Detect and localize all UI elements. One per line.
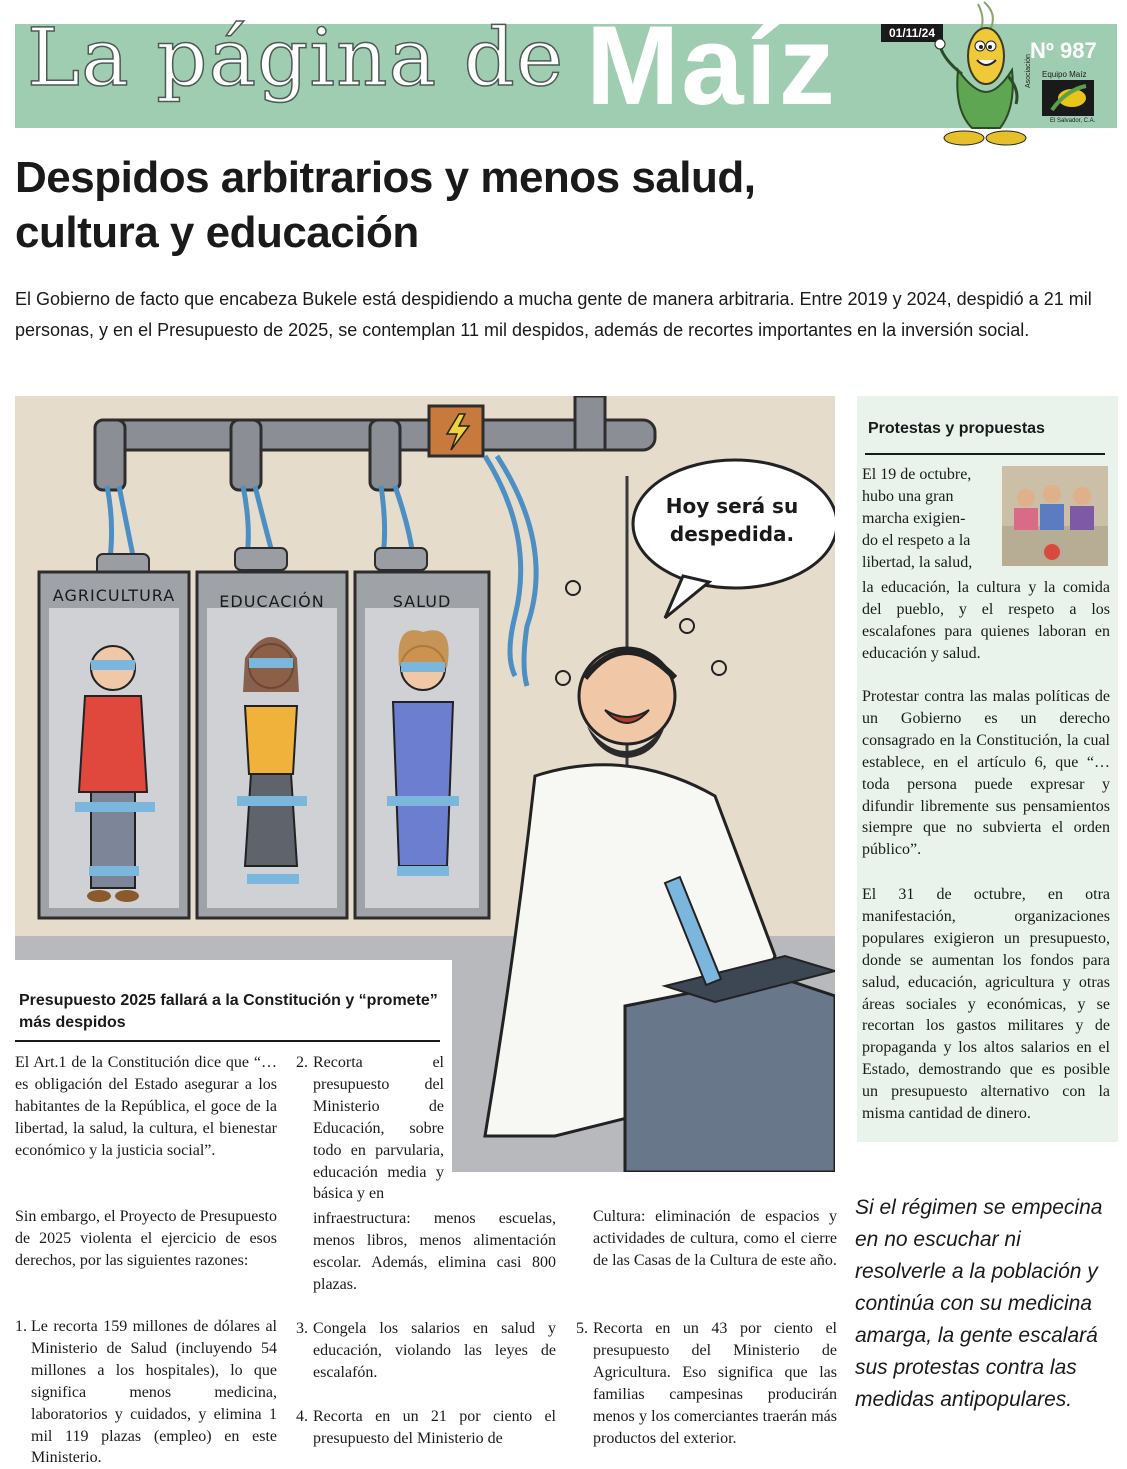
list-item-4-text: Recorta en un 21 por ciento el presupuesto del Ministerio de xyxy=(313,1408,556,1447)
cabinet-label-educacion: EDUCACIÓN xyxy=(219,592,325,611)
masthead-title-maiz: Maíz xyxy=(586,3,837,128)
list-item-4-number: 4. xyxy=(296,1408,308,1425)
corn-mascot-icon xyxy=(928,0,1030,150)
issue-number: Nº 987 xyxy=(1030,38,1097,63)
list-item-5 xyxy=(576,1318,837,1449)
cabinet-label-salud: SALUD xyxy=(392,592,452,611)
sidebar-para-1-wrapped xyxy=(862,464,992,574)
sidebar-p1-line-5: libertad, la salud, xyxy=(862,553,973,571)
sidebar-p1-line-4: do el respeto a la xyxy=(862,531,971,549)
list-item-3-text: Congela los salarios en salud y educación, violando las leyes de escalafón. xyxy=(313,1320,556,1381)
page-headline xyxy=(15,150,1035,260)
list-item-5-number: 5. xyxy=(576,1320,588,1337)
masthead-title-script: La página de xyxy=(27,11,565,104)
article-intro-2: Sin embargo, el Proyecto de Presupuesto de 2025 violenta el ejercicio de esos derechos, por las siguientes razones: xyxy=(15,1208,277,1269)
org-country: El Salvador, C.A. xyxy=(1050,118,1096,124)
sidebar-para-3: El 31 de octubre, en otra manifestación, organizaciones populares exigieron un presupuesto, donde se aumentan los fondos para salud, educación, agricultura y otras áreas sociales y económicas, y se recortan los gastos militares y de propaganda y los altos salarios en el Estado, demostrando que es posible un presupuesto alternativo con la misma cantidad de dinero. xyxy=(862,886,1110,1123)
list-item-1-number: 1. xyxy=(15,1318,27,1335)
protest-photo xyxy=(1002,466,1108,566)
sidebar-title-rule xyxy=(865,453,1105,455)
headline-line-1: Despidos arbitrarios y menos salud, xyxy=(15,153,756,202)
list-item-4 xyxy=(296,1406,556,1450)
list-item-4-continued: Cultura: eliminación de espacios y actividades de cultura, como el cierre de las Casas de la Cultura de este año. xyxy=(593,1208,837,1269)
headline-line-2: cultura y educación xyxy=(15,208,419,257)
speech-bubble-text: Hoy será su despedida. xyxy=(665,494,799,546)
sidebar-title: Protestas y propuestas xyxy=(868,420,1045,437)
sidebar-p1-line-3: marcha exigien- xyxy=(862,509,966,527)
list-item-1-text: Le recorta 159 millones de dólares al Ministerio de Salud (incluyendo 54 millones a los hospitales), lo que significa menos medicina, laboratorios y cuidados, y elimina 1 mil 119 plazas (empleo) en este Ministerio. xyxy=(31,1318,277,1467)
article-title: Presupuesto 2025 fallará a la Constitución y “promete” más despidos xyxy=(19,992,438,1031)
list-item-5-text: Recorta en un 43 por ciento el presupuesto del Ministerio de Agricultura. Eso significa que las familias campesinas producirán menos y los comerciantes traerán más productos del exterior. xyxy=(593,1320,837,1447)
lede-paragraph: El Gobierno de facto que encabeza Bukele está despidiendo a mucha gente de manera arbitraria. Entre 2019 y 2024, despidió a 21 mil personas, y en el Presupuesto de 2025, se contemplan 11 mil despidos, además de recortes importantes en la inversión social. xyxy=(15,289,1092,340)
article-intro-1: El Art.1 de la Constitución dice que “… es obligación del Estado asegurar a los habitantes de la República, el goce de la libertad, la salud, la cultura, el bienestar económico y la justicia social”. xyxy=(15,1054,277,1159)
sidebar-para-2: Protestar contra las malas políticas de un Gobierno es un derecho consagrado en la Constitución, la cual establece, en el artículo 6, que “… toda persona puede expresar y difundir libremente sus pensamientos siempre que no subvierta el orden público”. xyxy=(862,688,1110,859)
cabinet-label-agricultura: AGRICULTURA xyxy=(52,586,176,605)
pull-quote: Si el régimen se empecina en no escuchar ni resolverle a la población y continúa con su medicina amarga, la gente escalará sus protestas contra las medidas antipopulares. xyxy=(855,1196,1103,1411)
sidebar-p1-line-1: El 19 de octubre, xyxy=(862,466,972,483)
list-item-3 xyxy=(296,1318,556,1384)
list-item-2-number: 2. xyxy=(296,1054,308,1071)
org-name: Equipo Maíz xyxy=(1042,70,1087,79)
list-item-1 xyxy=(15,1316,277,1469)
article-title-rule xyxy=(15,1040,440,1042)
equipo-maiz-logo xyxy=(1042,80,1094,116)
list-item-2-text-wide: infraestructura: menos escuelas, menos libros, menos alimentación escolar. Además, elimina casi 800 plazas. xyxy=(313,1210,556,1293)
issue-date: 01/11/24 xyxy=(881,24,943,42)
sidebar-p1-line-2: hubo una gran xyxy=(862,487,954,505)
org-assoc: Asociación xyxy=(1025,54,1032,88)
list-item-2-text-narrow: Recorta el presupuesto del Ministerio de Educación, sobre todo en parvularia, educación media y básica y en xyxy=(313,1054,444,1203)
list-item-3-number: 3. xyxy=(296,1320,308,1337)
list-item-2-narrow xyxy=(296,1052,444,1205)
sidebar-para-1-rest: la educación, la cultura y la comida del pueblo, y el respeto a los escalafones para quienes laboran en educación y salud. xyxy=(862,579,1110,662)
